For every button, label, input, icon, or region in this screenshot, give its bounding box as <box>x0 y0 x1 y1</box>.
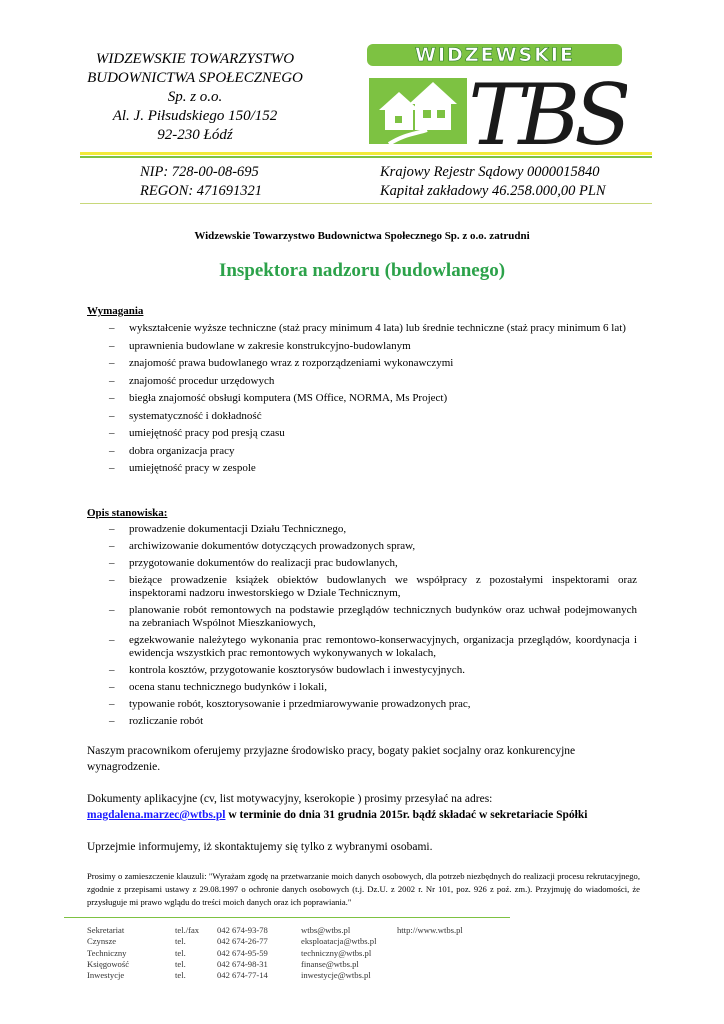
company-city: 92-230 Łódź <box>157 127 233 143</box>
contact-dept: Inwestycje <box>87 970 125 981</box>
nip-number: NIP: 728-00-08-695 <box>140 164 259 180</box>
list-item: – systematyczność i dokładność <box>109 409 262 422</box>
contact-row <box>87 959 517 970</box>
contact-note: Uprzejmie informujemy, iż skontaktujemy się tylko z wybranymi osobami. <box>87 841 433 853</box>
footer-contacts <box>87 925 517 981</box>
header-rule-yellow <box>80 152 652 155</box>
company-street: Al. J. Piłsudskiego 150/152 <box>112 108 278 124</box>
application-deadline: w terminie do dnia 31 grudnia 2015r. bądź składać w sekretariacie Spółki <box>225 809 588 821</box>
company-name-line-1: WIDZEWSKIE TOWARZYSTWO <box>95 51 295 67</box>
contact-row <box>87 925 517 936</box>
intro-line: Widzewskie Towarzystwo Budownictwa Społecznego Sp. z o.o. zatrudni <box>194 230 530 242</box>
header-rule-green <box>80 156 652 158</box>
list-item: – dobra organizacja pracy <box>109 444 235 457</box>
contact-phone: 042 674-93-78 <box>217 925 268 935</box>
list-item: – przygotowanie dokumentów do realizacji prac budowlanych, <box>109 557 398 569</box>
list-item: – kontrola kosztów, przygotowanie kosztorysów budowlach i inwestycyjnych. <box>109 664 465 676</box>
list-item: – znajomość prawa budowlanego wraz z rozporządzeniami wykonawczymi <box>109 357 454 369</box>
header-rule-bottom <box>80 203 652 204</box>
contact-phone: 042 674-98-31 <box>217 958 268 969</box>
list-item: – egzekwowanie należytego wykonania prac remontowo-konserwacyjnych, organizacja przeglądów, koordynacja i ewidencja wszystkich prac remontowych wykonywanych w lokalach, <box>109 634 637 659</box>
contact-email[interactable]: inwestycje@wtbs.pl <box>301 970 371 981</box>
gdpr-clause: Prosimy o zamieszczenie klauzuli: "Wyrażam zgodę na przetwarzanie moich danych osobowych, dla potrzeb niezbędnych do realizacji procesu rekrutacyjnego, zgodnie z przepisami ustawy z 29.08.1997 o ochronie danych osobowych (t.j. Dz.U. z 2002 r. Nr 101, poz. 926 z poź. zm.). Przyjmuję do wiadomości, że przysługuje mi prawo wglądu do treści moich danych oraz ich poprawiania." <box>87 871 640 907</box>
company-name-line-2: BUDOWNICTWA SPOŁECZNEGO <box>87 70 303 86</box>
requirements-heading: Wymagania <box>87 305 144 317</box>
duties-list <box>87 523 637 732</box>
contact-dept: Sekretariat <box>87 925 125 935</box>
application-instructions: Dokumenty aplikacyjne (cv, list motywacyjny, kserokopie ) prosimy przesyłać na adres: <box>87 793 493 805</box>
footer-rule <box>64 917 510 918</box>
contact-dept: Czynsze <box>87 936 117 947</box>
logo-widzewskie-text: WIDZEWSKIE <box>415 44 575 66</box>
job-title: Inspektora nadzoru (budowlanego) <box>218 260 506 281</box>
contact-row <box>87 948 517 959</box>
application-deadline-line <box>87 807 637 823</box>
contact-type: tel. <box>175 970 186 981</box>
contact-email[interactable]: finanse@wtbs.pl <box>301 958 359 969</box>
list-item: – bieżące prowadzenie książek obiektów budowlanych we współpracy z pozostałymi inspektorami oraz inspektorami nadzoru inwestorskiego w Dziale Technicznym, <box>109 574 637 599</box>
contact-phone: 042 674-26-77 <box>217 936 268 947</box>
list-item: – rozliczanie robót <box>109 715 204 727</box>
list-item: – archiwizowanie dokumentów dotyczących prowadzonych spraw, <box>109 540 416 552</box>
contact-type: tel./fax <box>175 925 200 935</box>
duties-heading: Opis stanowiska: <box>87 507 168 519</box>
house-logo-icon <box>369 78 467 144</box>
logo-tbs-letters: TBS <box>468 66 626 150</box>
company-address-block <box>60 50 330 145</box>
list-item: – znajomość procedur urzędowych <box>109 374 275 387</box>
list-item: – biegła znajomość obsługi komputera (MS Office, NORMA, Ms Project) <box>109 392 448 404</box>
requirements-list <box>87 322 637 480</box>
contact-email[interactable]: techniczny@wtbs.pl <box>301 947 372 958</box>
list-item: – ocena stanu technicznego budynków i lokali, <box>109 681 327 693</box>
company-legal-form: Sp. z o.o. <box>167 89 223 105</box>
share-capital: Kapitał zakładowy 46.258.000,00 PLN <box>380 183 606 199</box>
contact-email[interactable]: eksploatacja@wtbs.pl <box>301 936 377 947</box>
list-item: – typowanie robót, kosztorysowanie i przedmiarowywanie prowadzonych prac, <box>109 698 471 710</box>
contact-phone: 042 674-77-14 <box>217 970 268 981</box>
krs-number: Krajowy Rejestr Sądowy 0000015840 <box>380 164 600 180</box>
contact-phone: 042 674-95-59 <box>217 947 268 958</box>
list-item: – planowanie robót remontowych na podstawie przeglądów technicznych budynków oraz uchwał podejmowanych na zebraniach Wspólnot Mieszkaniowych, <box>109 604 637 629</box>
list-item: – wykształcenie wyższe techniczne (staż pracy minimum 4 lata) lub średnie techniczne (staż pracy minimum 6 lat) <box>109 322 626 334</box>
regon-number: REGON: 471691321 <box>140 183 263 199</box>
contact-type: tel. <box>175 947 186 958</box>
contact-dept: Techniczny <box>87 947 127 958</box>
contact-email[interactable]: wtbs@wtbs.pl <box>301 925 351 935</box>
application-paragraph <box>87 791 637 823</box>
registry-info <box>380 163 606 201</box>
contact-website[interactable]: http://www.wtbs.pl <box>397 925 463 935</box>
contact-row <box>87 970 517 981</box>
contact-dept: Księgowość <box>87 958 130 969</box>
contact-row <box>87 936 517 947</box>
tax-ids <box>140 163 262 201</box>
list-item: – uprawnienia budowlane w zakresie konstrukcyjno-budowlanym <box>109 339 411 352</box>
offer-paragraph: Naszym pracownikom oferujemy przyjazne środowisko pracy, bogaty pakiet socjalny oraz konkurencyjne wynagrodzenie. <box>87 745 576 773</box>
list-item: – prowadzenie dokumentacji Działu Technicznego, <box>109 523 347 535</box>
tbs-logo <box>365 38 627 150</box>
list-item: – umiejętność pracy pod presją czasu <box>109 427 285 439</box>
contact-type: tel. <box>175 958 186 969</box>
list-item: – umiejętność pracy w zespole <box>109 462 256 474</box>
contact-type: tel. <box>175 936 186 947</box>
application-email-link[interactable]: magdalena.marzec@wtbs.pl <box>87 809 226 821</box>
